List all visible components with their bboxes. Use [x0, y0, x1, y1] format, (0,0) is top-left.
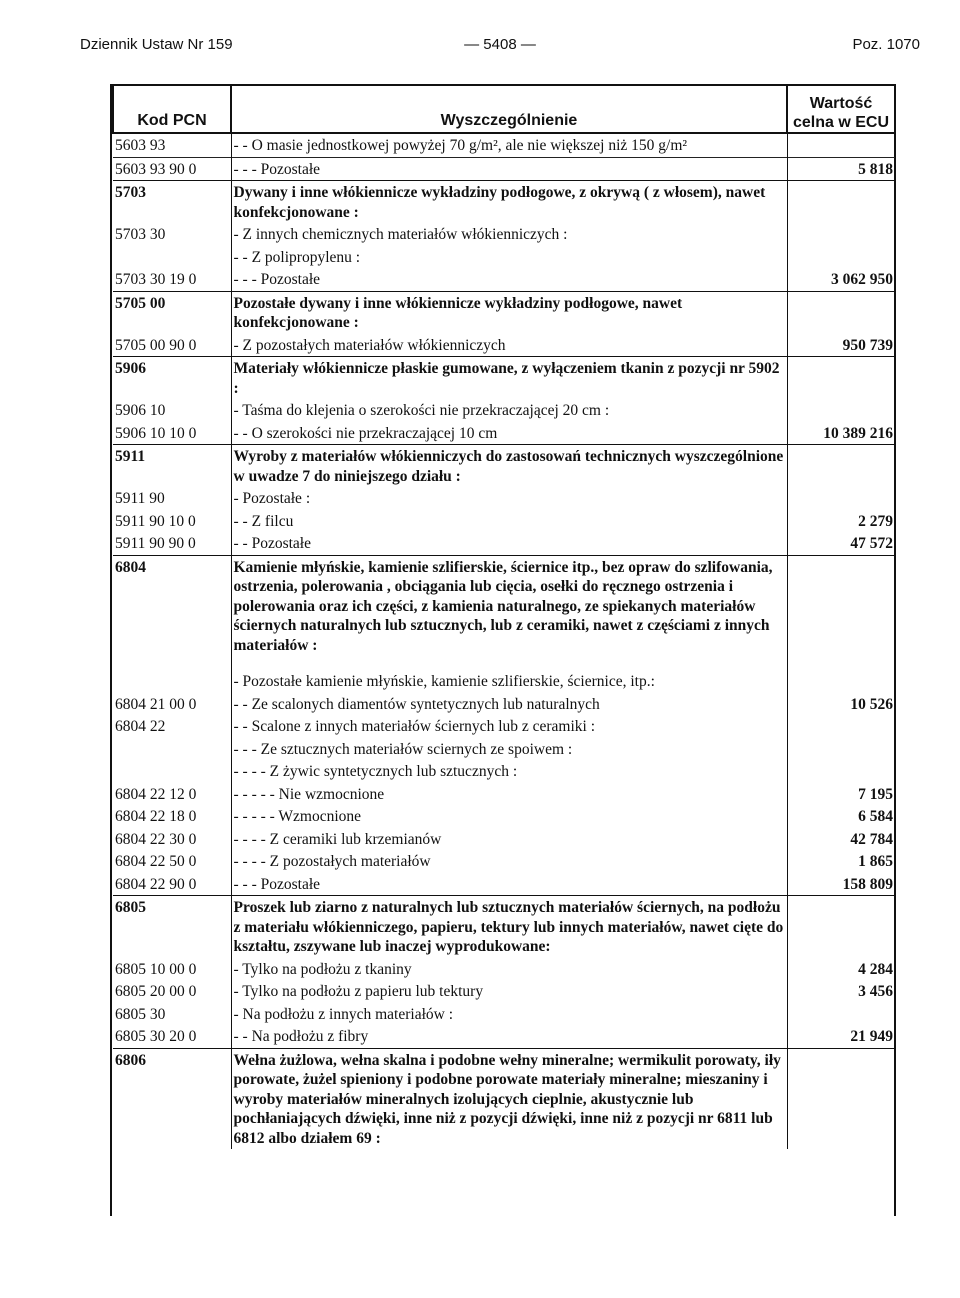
row-description: - - Na podłożu z fibry	[231, 1025, 787, 1048]
row-description: - Tylko na podłożu z papieru lub tektury	[231, 980, 787, 1003]
table-row	[113, 1048, 895, 1149]
page-header	[80, 36, 920, 60]
table-row	[113, 805, 895, 828]
table-row	[113, 181, 895, 224]
table-row	[113, 510, 895, 533]
column-header-value	[787, 85, 895, 133]
row-value	[787, 445, 895, 488]
row-value	[787, 896, 895, 958]
row-description: - - - - Z pozostałych materiałów	[231, 850, 787, 873]
row-value: 47 572	[850, 535, 893, 552]
row-value: 950 739	[842, 336, 893, 354]
row-code: 6805 10 00 0	[113, 958, 231, 981]
row-description: - Pozostałe kamienie młyńskie, kamienie szlifierskie, ściernice, itp.:	[231, 656, 787, 693]
row-value	[787, 715, 895, 738]
column-header-value-line1: Wartość	[809, 95, 873, 112]
row-code: 5703 30	[113, 223, 231, 246]
row-code: 5906 10 10 0	[113, 422, 231, 445]
row-code: 5906	[113, 357, 231, 400]
row-value	[787, 357, 895, 400]
row-description: - - - Pozostałe	[231, 157, 787, 181]
row-value: 10 389 216	[823, 424, 893, 442]
table-row	[113, 555, 895, 656]
row-description: Kamienie młyńskie, kamienie szlifierskie, ściernice itp., bez opraw do szlifowania, ostrzenia, polerowania , obciągania lub cięcia, osełki do ręcznego ostrzenia i polerowania oraz ich części, z kamienia naturalnego, ze spiekanych materiałów ściernych naturalnych lub sztucznych, lub z ceramiki, nawet z częściami z innych materiałów :	[231, 555, 787, 656]
position-number: Poz. 1070	[852, 36, 920, 53]
row-value: 6 584	[858, 808, 893, 825]
row-description: - - - Pozostałe	[231, 268, 787, 291]
row-description: - - - - - Wzmocnione	[231, 805, 787, 828]
row-code: 6806	[113, 1048, 231, 1149]
row-code: 5703	[113, 181, 231, 224]
row-value	[787, 223, 895, 246]
row-description: - - O szerokości nie przekraczającej 10 cm	[231, 422, 787, 445]
table-row	[113, 850, 895, 873]
row-value: 3 062 950	[831, 271, 893, 288]
journal-title: Dziennik Ustaw Nr 159	[80, 36, 233, 53]
table-row	[113, 246, 895, 269]
table-row	[113, 133, 895, 157]
row-description: Materiały włókiennicze płaskie gumowane, z wyłączeniem tkanin z pozycji nr 5902 :	[231, 357, 787, 400]
row-value	[787, 291, 895, 334]
row-value	[787, 1003, 895, 1026]
row-description: - - Z polipropylenu :	[231, 246, 787, 269]
table-row	[113, 980, 895, 1003]
row-value	[787, 760, 895, 783]
row-description: - - - Ze sztucznych materiałów sciernych ze spoiwem :	[231, 738, 787, 761]
column-header-value-line2: celna w ECU	[792, 114, 890, 131]
row-value: 7 195	[858, 785, 893, 803]
row-code: 6804 21 00 0	[113, 693, 231, 716]
row-code: 5911 90 90 0	[113, 532, 231, 555]
row-code: 6804 22 50 0	[113, 850, 231, 873]
row-description: Dywany i inne włókiennicze wykładziny podłogowe, z okrywą ( z włosem), nawet konfekcjonowane :	[231, 181, 787, 224]
row-code: 5906 10	[113, 399, 231, 422]
table-row	[113, 738, 895, 761]
row-value	[787, 133, 895, 157]
row-code: 6804	[113, 555, 231, 656]
row-description: - - - - Z żywic syntetycznych lub sztucznych :	[231, 760, 787, 783]
table-row	[113, 223, 895, 246]
row-value	[787, 399, 895, 422]
row-code: 5705 00	[113, 291, 231, 334]
row-description: Wełna żużlowa, wełna skalna i podobne wełny mineralne; wermikulit porowaty, iły porowate, żużel spieniony i podobne porowate materiały mineralne; mieszaniny i wyroby materiałów mineralnych izolujących cieplnie, akustycznie lub pochłaniających dźwięki, inne niż z pozycji dźwięki, inne niż z pozycji nr 6811 lub 6812 albo działem 69 :	[231, 1048, 787, 1149]
row-code: 6804 22 12 0	[113, 783, 231, 806]
row-description: - - Scalone z innych materiałów ściernych lub z ceramiki :	[231, 715, 787, 738]
table-row	[113, 334, 895, 357]
row-description: Proszek lub ziarno z naturalnych lub sztucznych materiałów ściernych, na podłożu z materiału włókienniczego, papieru, tektury lub innych materiałów, nawet cięte do kształtu, zszywane lub inaczej wyprodukowane:	[231, 896, 787, 958]
row-code: 5603 93	[113, 133, 231, 157]
table-body	[113, 133, 895, 1149]
row-value: 4 284	[858, 960, 893, 978]
row-value	[787, 555, 895, 656]
row-code: 6804 22 30 0	[113, 828, 231, 851]
row-value: 42 784	[850, 830, 893, 848]
table-row	[113, 693, 895, 716]
row-code: 6804 22	[113, 715, 231, 738]
column-header-description: Wyszczególnienie	[231, 85, 787, 133]
page-number: — 5408 —	[464, 36, 536, 53]
row-value: 10 526	[850, 695, 893, 713]
row-description: - Taśma do klejenia o szerokości nie przekraczającej 20 cm :	[231, 399, 787, 422]
row-value: 1 865	[858, 853, 893, 870]
table-row	[113, 291, 895, 334]
row-value: 3 456	[858, 983, 893, 1000]
row-code	[113, 246, 231, 269]
row-code: 6805 20 00 0	[113, 980, 231, 1003]
row-value	[787, 181, 895, 224]
row-value	[787, 656, 895, 693]
row-value: 5 818	[787, 157, 895, 181]
row-value	[787, 1048, 895, 1149]
row-value	[787, 246, 895, 269]
table-row	[113, 357, 895, 400]
table-row	[113, 1003, 895, 1026]
row-code: 6805	[113, 896, 231, 958]
table-row	[113, 422, 895, 445]
row-code	[113, 656, 231, 693]
table-header-row	[113, 85, 895, 133]
row-code: 6805 30 20 0	[113, 1025, 231, 1048]
row-code: 6805 30	[113, 1003, 231, 1026]
row-description: - Tylko na podłożu z tkaniny	[231, 958, 787, 981]
table-row	[113, 445, 895, 488]
row-code	[113, 738, 231, 761]
row-description: - Pozostałe :	[231, 487, 787, 510]
row-description: - - - - Z ceramiki lub krzemianów	[231, 828, 787, 851]
row-description: Wyroby z materiałów włókienniczych do zastosowań technicznych wyszczególnione w uwadze 7 do niniejszego działu :	[231, 445, 787, 488]
row-code: 5705 00 90 0	[113, 334, 231, 357]
row-value	[787, 487, 895, 510]
row-code: 5603 93 90 0	[113, 157, 231, 181]
row-description: - - O masie jednostkowej powyżej 70 g/m², ale nie większej niż 150 g/m²	[231, 133, 787, 157]
table-row	[113, 399, 895, 422]
table-row	[113, 896, 895, 958]
table-row	[113, 715, 895, 738]
table-row	[113, 760, 895, 783]
row-description: - - - - - Nie wzmocnione	[231, 783, 787, 806]
table-row	[113, 268, 895, 291]
row-code: 5911 90	[113, 487, 231, 510]
row-code: 5911 90 10 0	[113, 510, 231, 533]
row-description: - - Ze scalonych diamentów syntetycznych lub naturalnych	[231, 693, 787, 716]
row-code: 6804 22 90 0	[113, 873, 231, 896]
table-row	[113, 783, 895, 806]
row-value: 158 809	[842, 875, 893, 893]
row-value: 21 949	[850, 1028, 893, 1045]
table-row	[113, 828, 895, 851]
table-row	[113, 487, 895, 510]
row-code: 6804 22 18 0	[113, 805, 231, 828]
row-description: - Na podłożu z innych materiałów :	[231, 1003, 787, 1026]
row-description: - Z pozostałych materiałów włókienniczych	[231, 334, 787, 357]
table-row	[113, 873, 895, 896]
row-description: - Z innych chemicznych materiałów włókienniczych :	[231, 223, 787, 246]
row-value	[787, 738, 895, 761]
table-row	[113, 532, 895, 555]
row-code: 5911	[113, 445, 231, 488]
table-row	[113, 157, 895, 181]
table-row	[113, 1025, 895, 1048]
column-header-code: Kod PCN	[113, 85, 231, 133]
row-description: - - Pozostałe	[231, 532, 787, 555]
row-value: 2 279	[858, 512, 893, 530]
tariff-table	[112, 84, 896, 1149]
table-row	[113, 958, 895, 981]
row-description: Pozostałe dywany i inne włókiennicze wykładziny podłogowe, nawet konfekcjonowane :	[231, 291, 787, 334]
table-row	[113, 656, 895, 693]
row-description: - - - Pozostałe	[231, 873, 787, 896]
tariff-table-frame	[110, 84, 896, 1216]
row-description: - - Z filcu	[231, 510, 787, 533]
row-code: 5703 30 19 0	[113, 268, 231, 291]
row-code	[113, 760, 231, 783]
